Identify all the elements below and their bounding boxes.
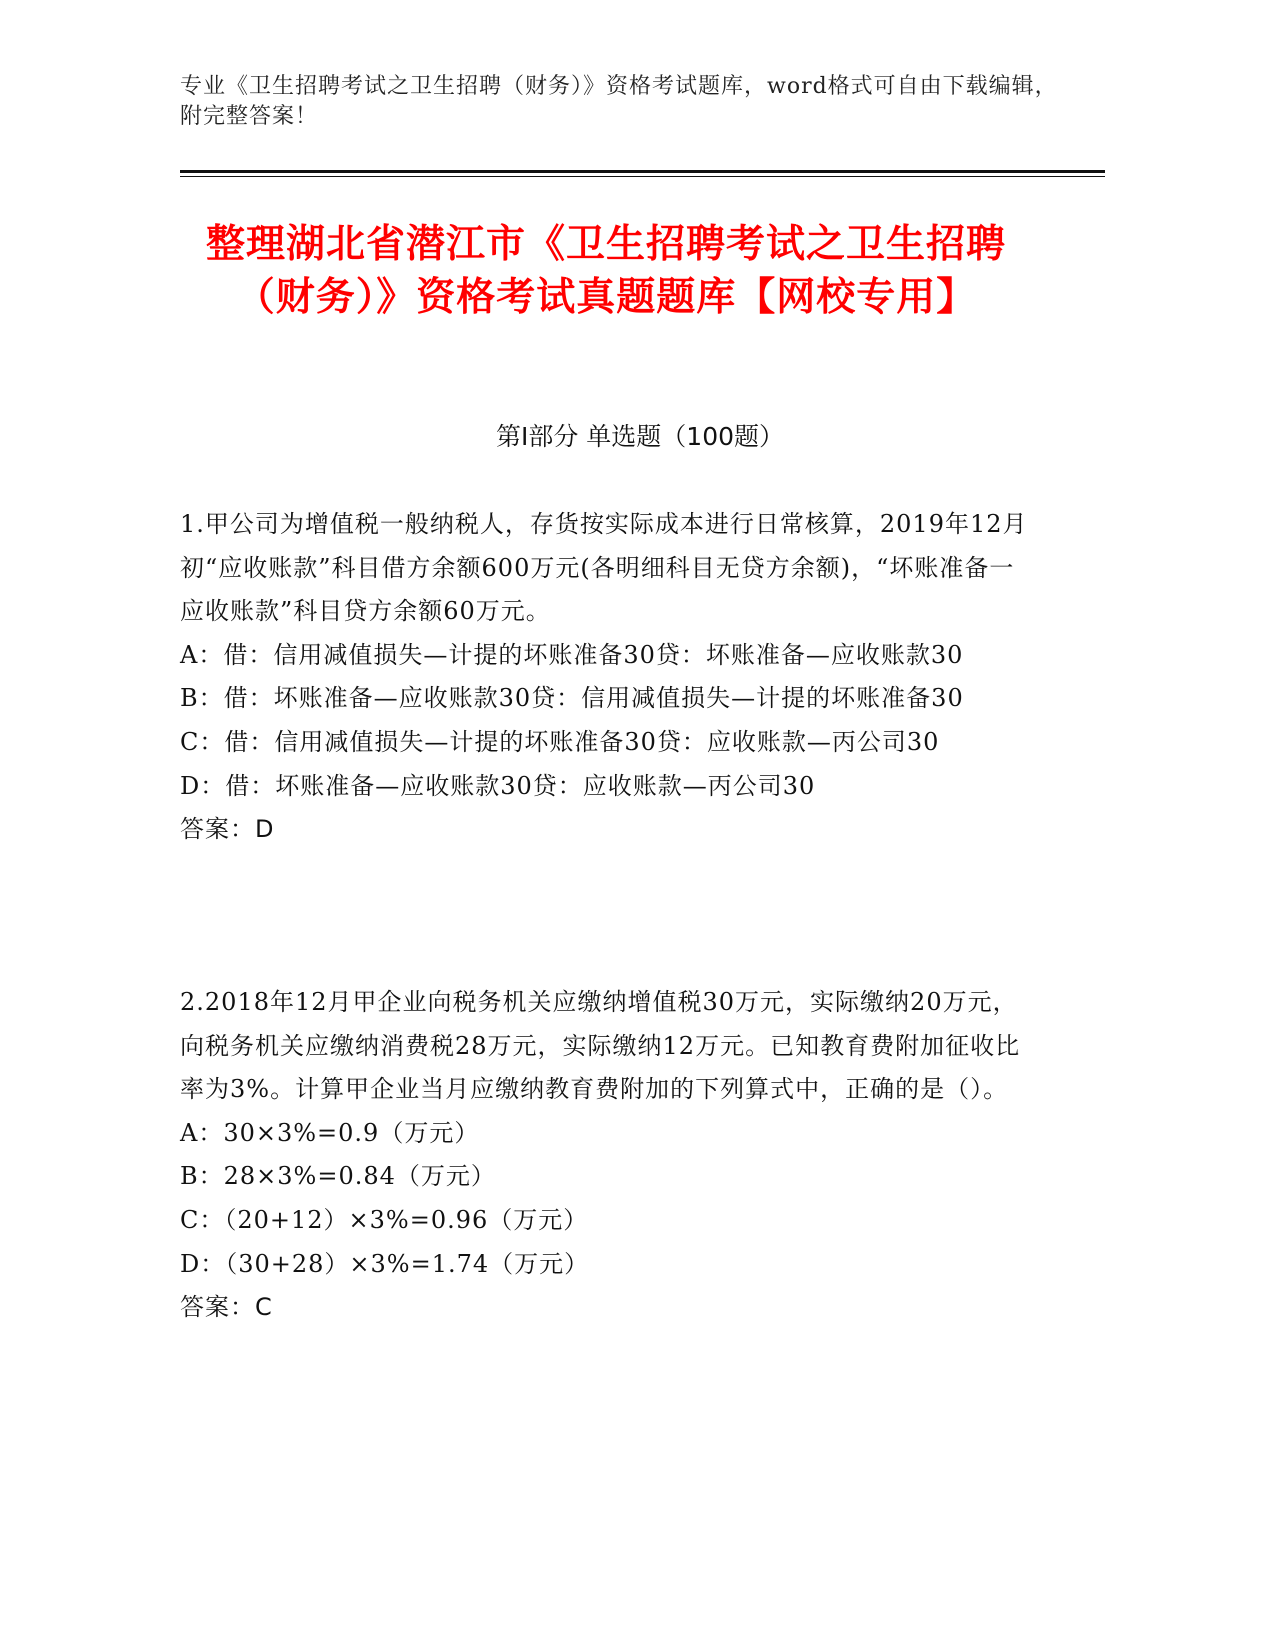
option-c: C：借：信用减值损失—计提的坏账准备30贷：应收账款—丙公司30 (180, 727, 940, 756)
question-block (180, 503, 1030, 852)
document-title: 整理湖北省潜江市《卫生招聘考试之卫生招聘（财务）》资格考试真题题库【网校专用】 (205, 222, 1006, 320)
question-block (180, 981, 1030, 1330)
option-d: D：借：坏账准备—应收账款30贷：应收账款—丙公司30 (180, 771, 816, 800)
section-heading: 第Ⅰ部分 单选题（100题） (495, 422, 785, 451)
answer: 答案：C (180, 1293, 273, 1322)
option-a: A：30×3%=0.9（万元） (180, 1118, 480, 1147)
question-stem: 1.甲公司为增值税一般纳税人，存货按实际成本进行日常核算，2019年12月初“应收账款”科目借方余额600万元(各明细科目无贷方余额)，“坏账准备一应收账款”科目贷方余额60万元。 (180, 510, 1028, 626)
header-divider-thin (180, 176, 1105, 177)
answer: 答案：D (180, 815, 275, 844)
option-a: A：借：信用减值损失—计提的坏账准备30贷：坏账准备—应收账款30 (180, 640, 964, 669)
option-b: B：28×3%=0.84（万元） (180, 1162, 496, 1191)
header-divider-thick (180, 170, 1105, 173)
option-c: C：（20+12）×3%=0.96（万元） (180, 1205, 589, 1234)
option-b: B：借：坏账准备—应收账款30贷：信用减值损失—计提的坏账准备30 (180, 684, 964, 713)
option-d: D：（30+28）×3%=1.74（万元） (180, 1249, 590, 1278)
header-note: 专业《卫生招聘考试之卫生招聘（财务）》资格考试题库，word格式可自由下载编辑，附完整答案！ (180, 74, 1058, 129)
question-stem: 2.2018年12月甲企业向税务机关应缴纳增值税30万元，实际缴纳20万元，向税务机关应缴纳消费税28万元，实际缴纳12万元。已知教育费附加征收比率为3%。计算甲企业当月应缴纳教育费附加的下列算式中，正确的是（）。 (180, 988, 1021, 1104)
